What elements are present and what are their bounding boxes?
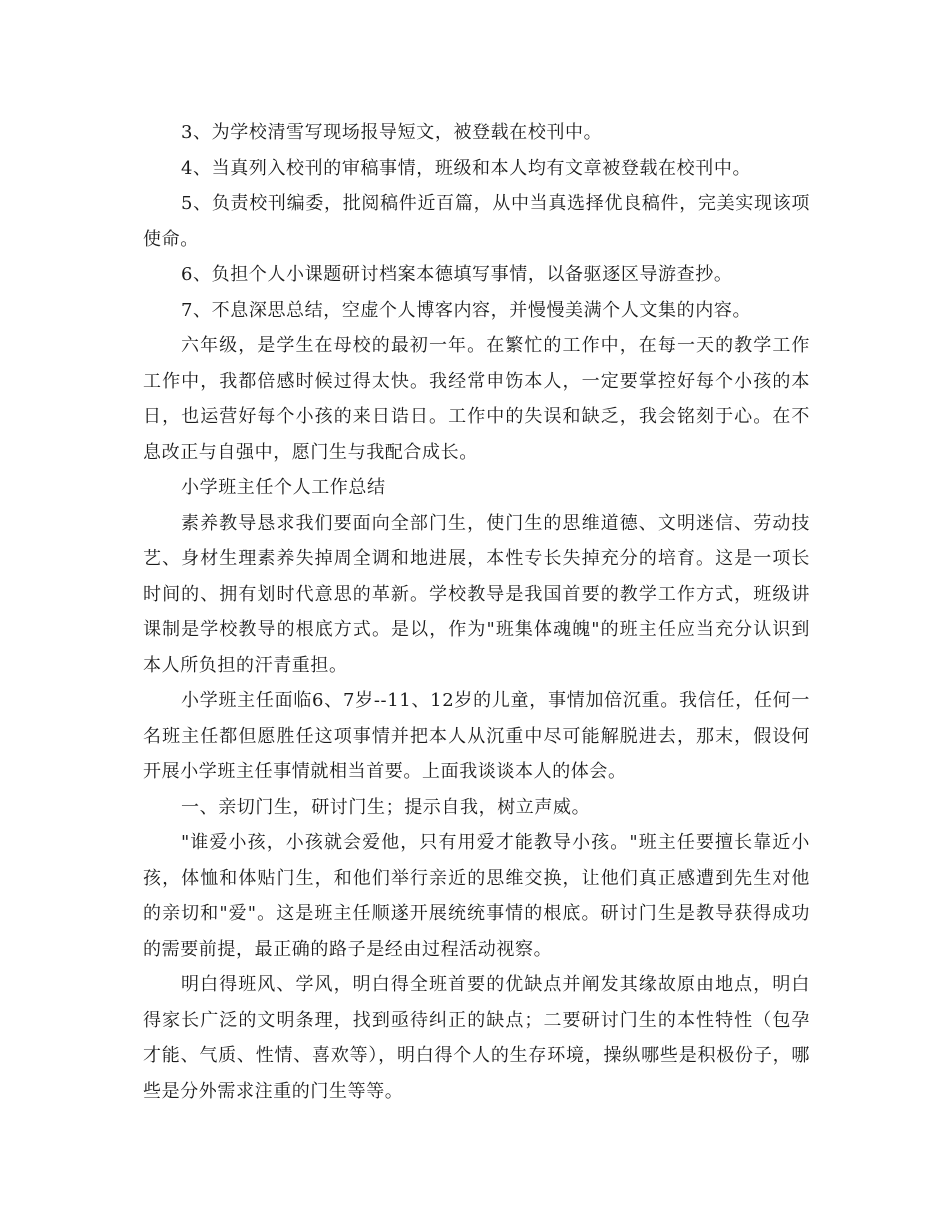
paragraph-love-children: "谁爱小孩，小孩就会爱他，只有用爱才能教导小孩。"班主任要擅长靠近小孩，体恤和体贴门生，和他们举行亲近的思维交换，让他们真正感遭到先生对他的亲切和"爱"。这是班主任顺遂开展统统事情的根底。研讨门生是教导获得成功的需要前提，最正确的路子是经由过程活动视察。 xyxy=(143,832,810,960)
paragraph-item-7: 7、不息深思总结，空虚个人博客内容，并慢慢美满个人文集的内容。 xyxy=(181,299,752,321)
paragraph-primary-teacher: 小学班主任面临6、7岁--11、12岁的儿童，事情加倍沉重。我信任，任何一名班主任都但愿胜任这项事情并把本人从沉重中尽可能解脱进去，那末，假设何开展小学班主任事情就相当首要。上面我谈谈本人的体会。 xyxy=(143,690,810,782)
subheading-one: 一、亲切门生，研讨门生；提示自我，树立声威。 xyxy=(181,796,591,818)
paragraph-item-6: 6、负担个人小课题研讨档案本德填写事情，以备驱逐区导游查抄。 xyxy=(181,264,733,285)
section-heading: 小学班主任个人工作总结 xyxy=(181,477,386,498)
paragraph-item-4: 4、当真列入校刊的审稿事情，班级和本人均有文章被登载在校刊中。 xyxy=(181,157,752,179)
paragraph-class-style: 明白得班风、学风，明白得全班首要的优缺点并阐发其缘故原由地点，明白得家长广泛的文明条理，找到亟待纠正的缺点；二要研讨门生的本性特性（包孕才能、气质、性情、喜欢等），明白得个人的生存环境，操纵哪些是积极份子，哪些是分外需求注重的门生等等。 xyxy=(143,974,810,1102)
paragraph-item-5: 5、负责校刊编委，批阅稿件近百篇，从中当真选择优良稿件，完美实现该项使命。 xyxy=(143,193,810,250)
document-body xyxy=(143,115,810,1109)
paragraph-sixth-grade: 六年级，是学生在母校的最初一年。在繁忙的工作中，在每一天的教学工作工作中，我都倍感时候过得太快。我经常申饬本人，一定要掌控好每个小孩的本日，也运营好每个小孩的来日诰日。工作中的失误和缺乏，我会铭刻于心。在不息改正与自强中，愿门生与我配合成长。 xyxy=(143,335,810,463)
paragraph-item-3: 3、为学校清雪写现场报导短文，被登载在校刊中。 xyxy=(181,122,603,143)
paragraph-quality-education: 素养教导恳求我们要面向全部门生，使门生的思维道德、文明迷信、劳动技艺、身材生理素养失掉周全调和地进展，本性专长失掉充分的培育。这是一项长时间的、拥有划时代意思的革新。学校教导是我国首要的教学工作方式，班级讲课制是学校教导的根底方式。是以，作为"班集体魂魄"的班主任应当充分认识到本人所负担的汗青重担。 xyxy=(143,512,810,676)
